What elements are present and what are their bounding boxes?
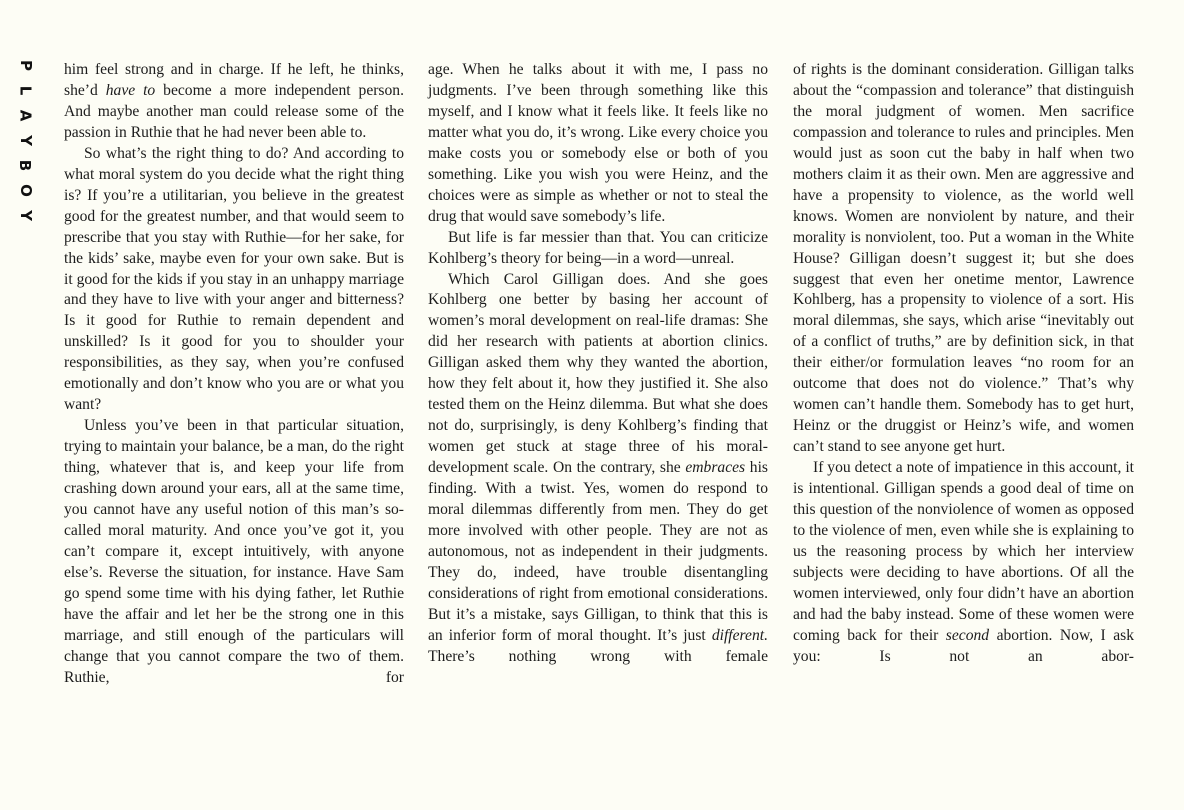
text-run: abortion. Now, I ask you: Is not an abor- bbox=[793, 626, 1134, 665]
paragraph: So what’s the right thing to do? And according to what moral system do you decide what the right thing is? If you’re a utilitarian, you believe in the greatest good for the greatest number, and that would seem to prescribe that you stay with Ruthie—for her sake, for the kids’ sake, maybe even for your own sake. But is it good for the kids if you stay in an unhappy marriage and they have to live with your anger and bitterness? Is it good for Ruthie to remain dependent and unskilled? Is it good for you to shoulder your responsibilities, as they say, when you’re confused emotionally and don’t know who you are or what you want? bbox=[64, 144, 404, 414]
emphasis: embraces bbox=[685, 459, 746, 477]
running-head-playboy bbox=[12, 58, 38, 248]
emphasis: have to bbox=[105, 81, 156, 99]
running-head-letter: L bbox=[16, 85, 35, 96]
text-run: If you detect a note of impatience in this account, it is intentional. Gilligan spends a good deal of time on this question of the nonviolence of women as opposed to the violence of men, even while she is explaining to us the reasoning process by which her interview subjects were deciding to have abortions. Of all the women interviewed, only four didn’t have an abortion and had the baby instead. Some of these women were coming back for their bbox=[793, 459, 1134, 644]
text-column-2 bbox=[428, 60, 768, 668]
running-head-letter: A bbox=[16, 109, 35, 122]
paragraph: But life is far messier than that. You can criticize Kohlberg’s theory for being—in a word—unreal. bbox=[428, 228, 768, 267]
text-run: him feel strong and in charge. If he left, he thinks, she’d bbox=[64, 61, 404, 99]
text-run: Which Carol Gilligan does. And she goes Kohlberg one better by basing her account of women’s moral development on real-life dramas: She did her research with patients at abortion clinics. Gilligan asked them why they wanted the abortion, how they felt about it, how they justified it. She also tested them on the Heinz dilemma. But what she does not do, surprisingly, is deny Kohlberg’s finding that women get stuck at stage three of his moral-development scale. On the contrary, she bbox=[428, 270, 768, 477]
text-run: his finding. With a twist. Yes, women do respond to moral dilemmas differently from men. They do get more involved with other people. They are not as autonomous, not as independent in their judgments. They do, indeed, have trouble disentangling considerations of right from emotional considerations. But it’s a mistake, says Gilligan, to think that this is an inferior form of moral thought. It’s just bbox=[428, 459, 768, 644]
paragraph bbox=[428, 270, 768, 668]
running-head-letter: Y bbox=[16, 135, 35, 146]
paragraph: Unless you’ve been in that particular situation, trying to maintain your balance, be a man, do the right thing, whatever that is, and keep your life from crashing down around your ears, all at the same time, you cannot have any useful notion of this man’s so-called moral maturity. And once you’ve got it, you can’t compare it, except intuitively, with anyone else’s. Reverse the situation, for instance. Have Sam go spend some time with his dying father, let Ruthie have the affair and let her be the strong one in this marriage, and still enough of the particulars will change that you cannot compare the two of them. Ruthie, for bbox=[64, 417, 404, 686]
text-run: There’s nothing wrong with female bbox=[428, 647, 768, 665]
paragraph: of rights is the dominant consideration. Gilligan talks about the “compassion and tolerance” that distinguish the moral judgment of women. Men sacrifice compassion and tolerance to rules and principles. Men would just as soon cut the baby in half when two mothers claim it as their own. Men are aggressive and have a propensity to violence, as the world well knows. Women are nonviolent by nature, and their morality is nonviolent, too. Put a woman in the White House? Gilligan doesn’t suggest it; but she does suggest that even her onetime mentor, Lawrence Kohlberg, has a propensity to violence of a sort. His moral dilemmas, she says, which arise “inevitably out of a conflict of truths,” are by definition sick, in that their either/or formulation leaves “no room for an outcome that does not do violence.” That’s why women can’t handle them. Somebody has to get hurt, Heinz or the druggist or Heinz’s wife, and women can’t stand to see anyone get hurt. bbox=[793, 61, 1134, 456]
paragraph bbox=[64, 60, 404, 144]
running-head-letter: B bbox=[16, 159, 35, 172]
running-head-letter: Y bbox=[16, 210, 35, 221]
emphasis: different. bbox=[711, 626, 768, 644]
text-run: become a more independent person. And maybe another man could release some of the passion in Ruthie that he had never been able to. bbox=[64, 81, 404, 141]
paragraph: age. When he talks about it with me, I pass no judgments. I’ve been through something like this myself, and I know what it feels like. It feels like no matter what you do, it’s wrong. Like every choice you make costs you or somebody else or both of you something. Like you wish you were Heinz, and the choices were as simple as whether or not to steal the drug that would save somebody’s life. bbox=[428, 61, 768, 225]
running-head-letter: O bbox=[16, 184, 35, 197]
running-head-letter: P bbox=[16, 60, 35, 71]
emphasis: second bbox=[945, 626, 990, 644]
paragraph bbox=[793, 458, 1134, 668]
text-column-3 bbox=[793, 60, 1134, 668]
text-column-1 bbox=[64, 60, 404, 689]
